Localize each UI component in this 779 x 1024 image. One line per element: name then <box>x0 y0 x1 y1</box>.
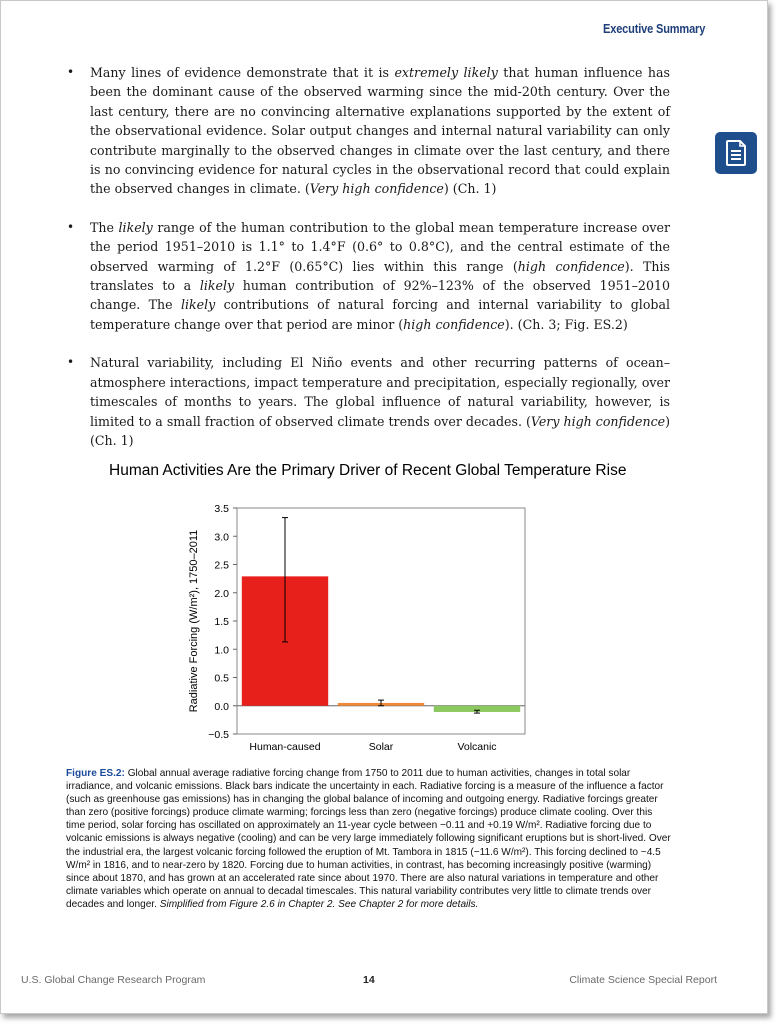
bullet-item <box>64 218 670 334</box>
text-run: contributions of natural forcing and internal variability to global temperature change over that period are minor ( <box>90 297 670 332</box>
italic-text: high confidence <box>517 258 625 274</box>
bullet-dot: • <box>67 219 75 234</box>
bar-chart <box>181 496 551 761</box>
y-tick-label: 0.5 <box>214 672 229 685</box>
y-tick-label: 0.0 <box>214 700 229 713</box>
bullet-item <box>64 353 670 450</box>
x-tick-label: Solar <box>368 741 394 753</box>
bullet-dot: • <box>67 65 75 79</box>
y-tick-label: 1.0 <box>214 644 229 657</box>
y-tick-label: 1.5 <box>214 616 229 628</box>
italic-text: likely <box>199 278 235 294</box>
italic-text: likely <box>118 219 153 235</box>
figure-caption <box>66 767 673 911</box>
document-icon <box>725 140 747 166</box>
bullet-dot: • <box>67 355 75 370</box>
italic-text: extremely likely <box>394 65 498 80</box>
figure-label: Figure ES.2: <box>66 768 125 779</box>
bullet-text <box>90 355 670 448</box>
italic-text: likely <box>180 297 216 313</box>
bullet-text <box>90 65 670 196</box>
italic-text: high confidence <box>403 316 505 332</box>
x-tick-label: Volcanic <box>457 741 497 753</box>
italic-text: Very high confidence <box>309 181 444 197</box>
y-axis-label: Radiative Forcing (W/m²), 1750–2011 <box>188 529 200 713</box>
text-run: range of the human contribution to the global mean temperature increase over the period 1951–2010 is 1.1° to 1.4°F (0.6° to 0.8°C), and the central estimate of the observed warming of 1.2°F (0.65°C) lies within this range ( <box>90 219 670 274</box>
caption-text: Global annual average radiative forcing change from 1750 to 2011 due to human activities, changes in total solar irradiance, and volcanic emissions. Black bars indicate the uncertainty in each. Radiative forcing is a measure of the influence a factor (such as greenhouse gas emissions) has in changing the global balance of incoming and outgoing energy. Radiative forcings greater than zero (positive forcings) produce climate warming; forcings less than zero (negative forcings) produce climate cooling. Over this time period, solar forcing has oscillated on approximately an 11-year cycle between −0.11 and +0.19 W/m². Radiative forcing due to volcanic emissions is always negative (cooling) and can be very large immediately following significant eruptions but is short-lived. Over the industrial era, the largest volcanic forcing followed the eruption of Mt. Tambora in 1815 (−11.6 W/m²). This forcing declined to ~4.5 W/m² in 1816, and to near-zero by 1820. Forcing due to human activities, in contrast, has becoming increasingly positive (warming) since about 1870, and has grown at an accelerated rate since about 1970. There are also natural variations in temperature and other climate variables which operate on annual to decadal timescales. This natural variability contributes very little to climate trends over decades and longer. <box>66 768 671 910</box>
caption-source: Simplified from Figure 2.6 in Chapter 2. See Chapter 2 for more details. <box>159 898 479 910</box>
text-run: ) (Ch. 1) <box>90 413 671 448</box>
bullet-item <box>64 63 670 199</box>
italic-text: Very high confidence <box>530 413 666 429</box>
footer-report-title: Climate Science Special Report <box>569 974 717 986</box>
footer-organization: U.S. Global Change Research Program <box>21 974 206 986</box>
text-run: Natural variability, including El Niño events and other recurring patterns of ocean–atmosphere interactions, impact temperature and precipitation, especially regionally, over timescales of months to years. The global influence of natural variability, however, is limited to a small fraction of observed climate trends over decades. ( <box>90 355 670 429</box>
y-tick-label: 3.5 <box>214 503 229 515</box>
text-run: The <box>90 219 119 235</box>
y-tick-label: −0.5 <box>208 729 229 741</box>
y-tick-label: 3.0 <box>214 531 229 544</box>
bullet-list <box>64 63 670 469</box>
text-run: that human influence has been the dominant cause of the observed warming since the mid-20th century. Over the last century, there are no convincing alternative explanations supported by the extent of the observational evidence. Solar output changes and internal natural variability can only contribute marginally to the observed changes in climate over the last century, and there is no convincing evidence for natural cycles in the observational record that could explain the observed changes in climate. ( <box>90 65 670 197</box>
page-number: 14 <box>363 974 375 986</box>
text-run: ). This translates to a <box>90 258 671 294</box>
y-tick-label: 2.5 <box>214 559 229 572</box>
text-run: human contribution of 92%–123% of the observed 1951–2010 change. The <box>90 278 670 313</box>
text-run: ). (Ch. 3; Fig. ES.2) <box>504 316 628 332</box>
x-tick-label: Human-caused <box>249 741 321 753</box>
chart-title: Human Activities Are the Primary Driver of Recent Global Temperature Rise <box>109 462 627 479</box>
bullet-text <box>90 220 670 332</box>
text-run: ) (Ch. 1) <box>443 181 497 197</box>
text-run: Many lines of evidence demonstrate that it is <box>90 65 395 80</box>
running-header: Executive Summary <box>602 21 705 36</box>
side-tab-button[interactable] <box>715 132 757 174</box>
y-tick-label: 2.0 <box>214 587 229 600</box>
